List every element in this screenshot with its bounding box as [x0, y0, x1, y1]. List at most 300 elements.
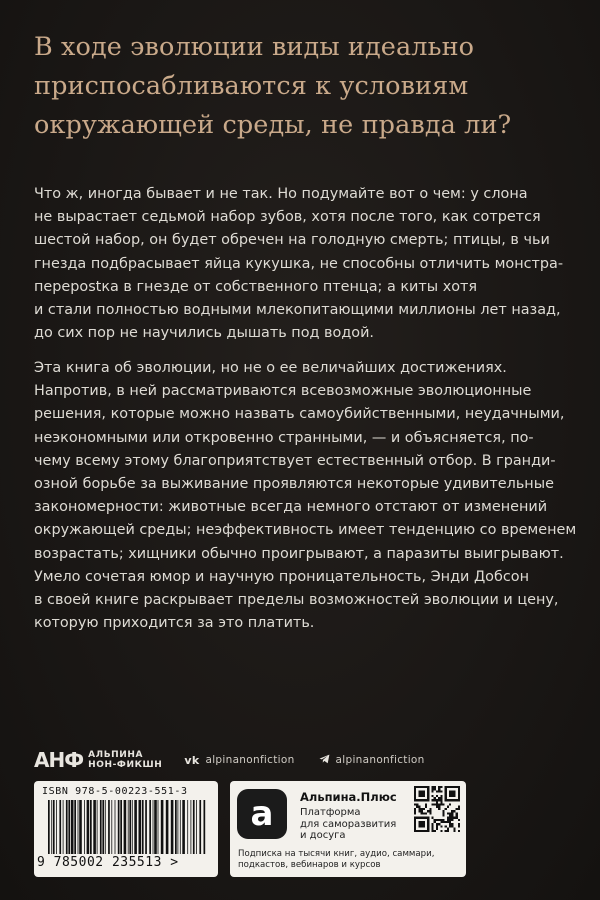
barcode-bar: [115, 800, 116, 854]
qr-module: [416, 804, 418, 806]
qr-module: [414, 817, 416, 819]
barcode-bar: [56, 800, 57, 854]
qr-module: [416, 786, 418, 788]
barcode-bar: [139, 800, 142, 854]
barcode-bar: [102, 800, 104, 854]
qr-module: [418, 810, 420, 812]
qr-module: [418, 793, 420, 795]
qr-module: [445, 786, 447, 788]
qr-module: [421, 799, 423, 801]
paragraph-line: не вырастает седьмой набор зубов, хотя после того, как сотрется: [34, 209, 541, 226]
qr-module: [434, 821, 436, 823]
qr-module: [427, 786, 429, 788]
qr-module: [414, 795, 416, 797]
qr-module: [449, 790, 451, 792]
qr-module: [451, 825, 453, 827]
qr-module: [458, 799, 460, 801]
qr-module: [445, 797, 447, 799]
qr-module: [421, 823, 423, 825]
paragraph-line: Что ж, иногда бывает и не так. Но подумайте вот о чем: у слона: [34, 186, 528, 202]
paragraph-line: озной борьбе за выживание проявляются некоторые удивительные: [34, 476, 554, 493]
barcode-bar: [158, 800, 159, 854]
qr-module: [445, 793, 447, 795]
qr-module: [447, 830, 449, 832]
qr-module: [418, 825, 420, 827]
telegram-icon: [319, 754, 330, 767]
qr-module: [414, 786, 416, 788]
qr-module: [414, 823, 416, 825]
qr-module: [414, 821, 416, 823]
telegram-link[interactable]: [319, 754, 425, 767]
qr-module: [449, 823, 451, 825]
barcode-bar: [193, 800, 195, 854]
qr-module: [425, 806, 427, 808]
qr-module: [427, 788, 429, 790]
qr-module: [440, 797, 442, 799]
qr-module: [445, 830, 447, 832]
paragraph-line: неэкономными или откровенно странными, — и объясняется, по-: [34, 429, 534, 446]
qr-module: [423, 799, 425, 801]
qr-module: [427, 810, 429, 812]
qr-module: [447, 821, 449, 823]
qr-module: [449, 786, 451, 788]
qr-module: [438, 819, 440, 821]
barcode-bar: [59, 800, 61, 854]
qr-module: [425, 786, 427, 788]
qr-module: [416, 830, 418, 832]
qr-module: [458, 790, 460, 792]
qr-module: [447, 799, 449, 801]
qr-module: [451, 814, 453, 816]
qr-module: [451, 793, 453, 795]
qr-module: [414, 810, 416, 812]
qr-module: [458, 795, 460, 797]
qr-module: [451, 812, 453, 814]
qr-module: [449, 821, 451, 823]
barcode-bar: [79, 800, 82, 854]
qr-module: [449, 804, 451, 806]
qr-module: [453, 817, 455, 819]
qr-module: [418, 799, 420, 801]
barcode-bar: [161, 800, 164, 854]
telegram-label: alpinanonfiction: [335, 754, 425, 766]
barcode-bar: [105, 800, 106, 854]
qr-module: [438, 823, 440, 825]
barcode-bar: [53, 800, 55, 854]
qr-module: [438, 788, 440, 790]
qr-module: [414, 797, 416, 799]
qr-module: [423, 823, 425, 825]
qr-module: [427, 795, 429, 797]
headline-line: окружающей среды, не правда ли?: [34, 110, 512, 140]
qr-module: [432, 790, 434, 792]
qr-module: [447, 828, 449, 830]
qr-module: [442, 804, 444, 806]
qr-module: [416, 806, 418, 808]
barcode-bar: [74, 800, 76, 854]
qr-module: [447, 786, 449, 788]
qr-module: [432, 823, 434, 825]
qr-module: [421, 790, 423, 792]
qr-module: [432, 788, 434, 790]
qr-module: [438, 799, 440, 801]
barcode-bar: [84, 800, 85, 854]
barcode-bar: [120, 800, 122, 854]
paragraph-line: шестой набор, он будет обречен на голодную смерть; птицы, в чьи: [34, 232, 550, 249]
barcode-bar: [71, 800, 74, 854]
qr-module: [423, 790, 425, 792]
qr-module: [458, 793, 460, 795]
qr-module: [445, 790, 447, 792]
qr-module: [456, 799, 458, 801]
qr-module: [414, 808, 416, 810]
qr-module: [451, 810, 453, 812]
paragraph-line: перерostка в гнезде от собственного птенца; а киты хотя: [34, 278, 478, 295]
qr-module: [423, 825, 425, 827]
qr-module: [429, 810, 431, 812]
paragraph-line: в своей книге раскрывает пределы возможностей эволюции и цену,: [34, 592, 559, 609]
isbn-barcode: [34, 781, 218, 877]
qr-module: [432, 804, 434, 806]
paragraph-line: закономерности: животные всегда немного отстают от изменений: [34, 499, 548, 516]
qr-module: [414, 804, 416, 806]
qr-module: [449, 819, 451, 821]
qr-module: [414, 828, 416, 830]
qr-module: [438, 804, 440, 806]
qr-module: [442, 814, 444, 816]
qr-module: [445, 821, 447, 823]
qr-module: [449, 825, 451, 827]
qr-module: [432, 830, 434, 832]
paragraph-line: Эта книга об эволюции, но не о ее величайших достижениях.: [34, 360, 507, 376]
qr-module: [440, 801, 442, 803]
qr-module: [436, 790, 438, 792]
qr-module: [445, 825, 447, 827]
qr-module: [436, 799, 438, 801]
vk-link[interactable]: [184, 754, 294, 767]
barcode-bars: [46, 800, 208, 854]
alpina-plus-app-icon: а: [237, 789, 287, 839]
qr-module: [427, 790, 429, 792]
qr-module: [458, 819, 460, 821]
qr-module: [432, 825, 434, 827]
qr-module: [449, 814, 451, 816]
qr-module: [418, 795, 420, 797]
qr-module: [432, 795, 434, 797]
qr-module: [442, 810, 444, 812]
qr-module: [414, 830, 416, 832]
qr-module: [421, 793, 423, 795]
qr-module: [423, 821, 425, 823]
qr-module: [427, 828, 429, 830]
barcode-bar: [153, 800, 154, 854]
qr-module: [434, 804, 436, 806]
barcode-bar: [134, 800, 137, 854]
qr-module: [456, 817, 458, 819]
qr-module: [427, 823, 429, 825]
qr-module: [423, 830, 425, 832]
qr-module: [434, 786, 436, 788]
qr-module: [445, 799, 447, 801]
qr-module: [458, 797, 460, 799]
qr-module: [416, 799, 418, 801]
barcode-bar: [124, 800, 127, 854]
barcode-bar: [132, 800, 133, 854]
barcode-bar: [149, 800, 151, 854]
qr-module: [436, 825, 438, 827]
alpina-plus-description: [300, 807, 396, 842]
qr-module: [425, 830, 427, 832]
qr-module: [418, 830, 420, 832]
paragraph-line: и стали полностью водными млекопитающими миллионы лет назад,: [34, 302, 561, 319]
qr-module: [429, 812, 431, 814]
qr-module: [442, 821, 444, 823]
qr-module: [427, 830, 429, 832]
qr-module: [447, 812, 449, 814]
qr-module: [423, 786, 425, 788]
qr-module: [447, 806, 449, 808]
description-line: для саморазвития: [300, 818, 397, 830]
qr-module: [458, 830, 460, 832]
qr-module: [414, 825, 416, 827]
qr-module: [421, 825, 423, 827]
qr-module: [436, 828, 438, 830]
qr-module: [442, 812, 444, 814]
qr-module: [427, 825, 429, 827]
description-paragraph-1: [34, 183, 574, 345]
paragraph-line: которую приходится за это платить.: [34, 615, 315, 632]
barcode-bar: [199, 800, 201, 854]
qr-module: [453, 793, 455, 795]
qr-module: [436, 804, 438, 806]
paragraph-line: до сих пор не научились дышать под водой.: [34, 325, 374, 342]
qr-module: [458, 788, 460, 790]
qr-module: [451, 795, 453, 797]
barcode-bar: [142, 800, 144, 854]
barcode-bar: [187, 800, 188, 854]
publisher-logo: [34, 748, 162, 772]
qr-module: [427, 793, 429, 795]
qr-module: [423, 817, 425, 819]
qr-module: [440, 821, 442, 823]
qr-module: [451, 799, 453, 801]
barcode-bar: [100, 800, 102, 854]
qr-module: [434, 830, 436, 832]
qr-module: [421, 786, 423, 788]
barcode-bar: [182, 800, 185, 854]
barcode-bar: [51, 800, 52, 854]
headline-line: приспосабливаются к условиям: [34, 71, 469, 101]
qr-module: [451, 819, 453, 821]
qr-module: [456, 812, 458, 814]
qr-module: [438, 790, 440, 792]
qr-module: [421, 812, 423, 814]
qr-module: [423, 808, 425, 810]
barcode-bar: [68, 800, 70, 854]
qr-module: [447, 817, 449, 819]
alpina-plus-title: Альпина.Плюс: [300, 790, 397, 804]
qr-module: [421, 830, 423, 832]
barcode-bar: [118, 800, 120, 854]
qr-module: [456, 786, 458, 788]
barcode-bar: [129, 800, 131, 854]
qr-code[interactable]: [414, 786, 460, 832]
qr-module: [453, 830, 455, 832]
qr-module: [423, 795, 425, 797]
qr-module: [421, 810, 423, 812]
qr-module: [440, 786, 442, 788]
qr-module: [440, 804, 442, 806]
qr-module: [458, 823, 460, 825]
qr-module: [440, 790, 442, 792]
qr-module: [414, 812, 416, 814]
qr-module: [436, 795, 438, 797]
qr-module: [440, 825, 442, 827]
qr-module: [418, 823, 420, 825]
description-line: Платформа: [300, 807, 361, 818]
qr-module: [438, 808, 440, 810]
qr-module: [440, 795, 442, 797]
qr-module: [436, 801, 438, 803]
qr-module: [423, 793, 425, 795]
qr-module: [436, 823, 438, 825]
qr-module: [449, 795, 451, 797]
qr-module: [432, 828, 434, 830]
subscription-line: Подписка на тысячи книг, аудио, саммари,: [238, 849, 435, 859]
qr-module: [440, 830, 442, 832]
qr-module: [440, 799, 442, 801]
qr-module: [456, 808, 458, 810]
qr-module: [416, 817, 418, 819]
qr-module: [458, 825, 460, 827]
qr-module: [425, 799, 427, 801]
qr-module: [434, 799, 436, 801]
paragraph-line: решения, которые можно назвать самоубийственными, неудачными,: [34, 406, 565, 423]
qr-module: [458, 786, 460, 788]
qr-module: [458, 808, 460, 810]
qr-module: [449, 799, 451, 801]
qr-module: [414, 793, 416, 795]
publisher-footer: [34, 743, 574, 777]
qr-module: [418, 821, 420, 823]
qr-module: [447, 819, 449, 821]
barcode-bar: [191, 800, 192, 854]
qr-module: [453, 828, 455, 830]
paragraph-line: чему всему этому благоприятствует естественный отбор. В гранди-: [34, 452, 556, 469]
qr-module: [414, 819, 416, 821]
qr-module: [438, 786, 440, 788]
qr-module: [425, 817, 427, 819]
qr-module: [418, 786, 420, 788]
qr-module: [453, 790, 455, 792]
qr-module: [432, 799, 434, 801]
qr-module: [421, 821, 423, 823]
qr-module: [425, 812, 427, 814]
cover-headline: [34, 28, 574, 145]
qr-module: [425, 804, 427, 806]
qr-module: [414, 790, 416, 792]
qr-module: [418, 817, 420, 819]
qr-module: [458, 806, 460, 808]
qr-module: [418, 806, 420, 808]
qr-module: [436, 806, 438, 808]
qr-module: [456, 814, 458, 816]
qr-module: [438, 797, 440, 799]
barcode-bar: [78, 800, 79, 854]
qr-module: [445, 795, 447, 797]
barcode-bar: [90, 800, 92, 854]
barcode-bar: [48, 800, 50, 854]
barcode-bar: [63, 800, 64, 854]
qr-module: [427, 819, 429, 821]
qr-module: [427, 797, 429, 799]
paragraph-line: возрастать; хищники обычно проигрывают, а паразиты выигрывают.: [34, 545, 564, 562]
qr-module: [418, 808, 420, 810]
barcode-bar: [178, 800, 179, 854]
qr-module: [442, 819, 444, 821]
qr-module: [429, 808, 431, 810]
qr-module: [449, 812, 451, 814]
publisher-name: [88, 750, 162, 771]
barcode-bar: [93, 800, 96, 854]
isbn-text: ISBN 978-5-00223-551-3: [42, 786, 188, 797]
qr-module: [427, 821, 429, 823]
publisher-name-line: АЛЬПИНА: [88, 749, 144, 760]
barcode-digits: 9 785002 235513 >: [37, 855, 179, 870]
qr-module: [427, 817, 429, 819]
qr-module: [451, 823, 453, 825]
qr-module: [453, 810, 455, 812]
qr-module: [421, 808, 423, 810]
barcode-bar: [97, 800, 98, 854]
paragraph-line: окружающей среды; неэффективность имеет тенденцию со временем: [34, 522, 577, 539]
qr-module: [453, 795, 455, 797]
qr-module: [432, 786, 434, 788]
qr-module: [451, 790, 453, 792]
description-paragraph-2: [34, 357, 577, 635]
qr-module: [434, 797, 436, 799]
qr-module: [436, 819, 438, 821]
barcode-bar: [111, 800, 112, 854]
qr-module: [438, 806, 440, 808]
barcode-bar: [204, 800, 206, 854]
qr-module: [418, 790, 420, 792]
qr-module: [434, 819, 436, 821]
qr-module: [427, 799, 429, 801]
barcode-bar: [166, 800, 169, 854]
paragraph-line: Умело сочетая юмор и научную проницательность, Энди Добсон: [34, 568, 529, 585]
alpina-plus-subscription-text: [238, 849, 434, 870]
qr-module: [453, 799, 455, 801]
qr-module: [414, 788, 416, 790]
qr-code-image: [414, 786, 460, 832]
subscription-line: подкастов, вебинаров и курсов: [238, 859, 381, 870]
qr-module: [421, 817, 423, 819]
vk-label: alpinanonfiction: [205, 754, 295, 766]
barcode-bar: [66, 800, 68, 854]
publisher-name-line: НОН-ФИКШН: [88, 760, 163, 770]
description-line: и досуга: [300, 830, 346, 841]
qr-module: [449, 793, 451, 795]
barcode-bar: [175, 800, 177, 854]
qr-module: [434, 788, 436, 790]
barcode-bar: [154, 800, 157, 854]
qr-module: [445, 788, 447, 790]
paragraph-line: Напротив, в ней рассматриваются всевозможные эволюционные: [34, 383, 532, 400]
qr-module: [449, 817, 451, 819]
qr-module: [432, 817, 434, 819]
barcode-bar: [108, 800, 110, 854]
